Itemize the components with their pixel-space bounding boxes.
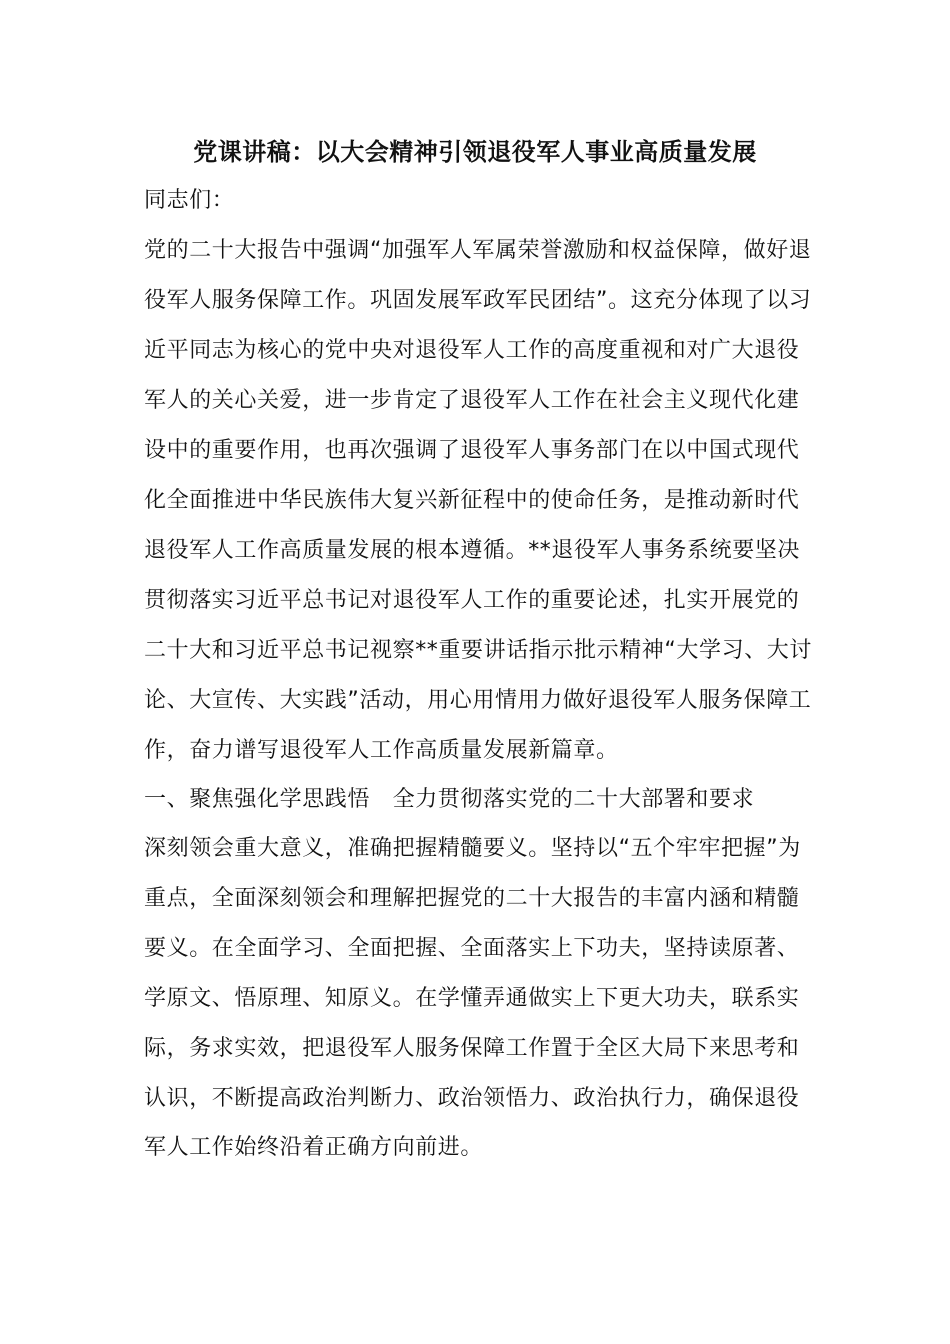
paragraph-line: 作，奋力谱写退役军人工作高质量发展新篇章。 bbox=[144, 738, 619, 763]
paragraph-line: 党的二十大报告中强调“加强军人军属荣誉激励和权益保障，做好退 bbox=[144, 238, 812, 263]
section-1-heading: 一、聚焦强化学思践悟 全力贯彻落实党的二十大部署和要求 bbox=[144, 787, 755, 812]
paragraph-line: 二十大和习近平总书记视察**重要讲话指示批示精神“大学习、大讨 bbox=[144, 638, 812, 663]
paragraph-line: 要义。在全面学习、全面把握、全面落实上下功夫，坚持读原著、 bbox=[144, 936, 800, 961]
paragraph-line: 际，务求实效，把退役军人服务保障工作置于全区大局下来思考和 bbox=[144, 1036, 800, 1061]
document-title: 党课讲稿：以大会精神引领退役军人事业高质量发展 bbox=[193, 138, 757, 166]
paragraph-line: 军人的关心关爱，进一步肯定了退役军人工作在社会主义现代化建 bbox=[144, 388, 800, 413]
paragraph-line: 学原文、悟原理、知原义。在学懂弄通做实上下更大功夫，联系实 bbox=[144, 986, 800, 1011]
paragraph-line: 化全面推进中华民族伟大复兴新征程中的使命任务，是推动新时代 bbox=[144, 488, 800, 513]
paragraph-line: 认识，不断提高政治判断力、政治领悟力、政治执行力，确保退役 bbox=[144, 1086, 800, 1111]
salutation: 同志们： bbox=[144, 188, 235, 213]
paragraph-line: 深刻领会重大意义，准确把握精髓要义。坚持以“五个牢牢把握”为 bbox=[144, 836, 801, 861]
paragraph-line: 近平同志为核心的党中央对退役军人工作的高度重视和对广大退役 bbox=[144, 338, 800, 363]
paragraph-line: 退役军人工作高质量发展的根本遵循。**退役军人事务系统要坚决 bbox=[144, 538, 801, 563]
paragraph-line: 贯彻落实习近平总书记对退役军人工作的重要论述，扎实开展党的 bbox=[144, 588, 800, 613]
paragraph-line: 军人工作始终沿着正确方向前进。 bbox=[144, 1135, 484, 1160]
paragraph-line: 役军人服务保障工作。巩固发展军政军民团结”。这充分体现了以习 bbox=[144, 288, 812, 313]
paragraph-line: 论、大宣传、大实践”活动，用心用情用力做好退役军人服务保障工 bbox=[144, 688, 812, 713]
paragraph-line: 重点，全面深刻领会和理解把握党的二十大报告的丰富内涵和精髓 bbox=[144, 886, 800, 911]
paragraph-line: 设中的重要作用，也再次强调了退役军人事务部门在以中国式现代 bbox=[144, 438, 800, 463]
